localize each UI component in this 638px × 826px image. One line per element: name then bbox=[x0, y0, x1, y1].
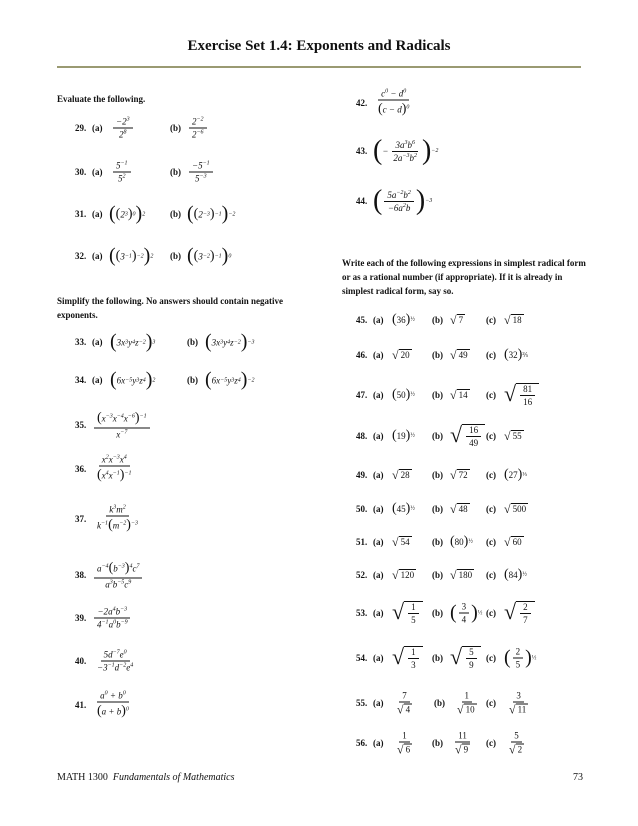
instruction-simplify: Simplify the following. No answers should contain negative exponents. bbox=[57, 296, 284, 320]
problem-33: 33. (a) ( 3 x 3 y 4 z −2 ) 3 (b) ( 3 x 3 y 4 z −2 ) −3 bbox=[75, 330, 255, 353]
footer-page-number: 73 bbox=[573, 772, 583, 783]
problem-32: 32. (a) ( ( 3 −1 ) −2 ) 2 (b) ( ( 3 −2 ) −1 ) 0 bbox=[75, 244, 232, 267]
problem-55: 55. (a) 7 √ 4 (b) 1 √ 10 (c) 3 √ 11 bbox=[356, 690, 527, 717]
problem-37: 37. $\frac{k^3m^2}{k^{-1}(m^{-2})^{-3}}$ bbox=[75, 504, 139, 533]
page-title: Exercise Set 1.4: Exponents and Radicals bbox=[187, 38, 451, 54]
problem-47: 47. (a) ( 50 ) ½ (b) √ 14 (c) √ $\frac{81}{16}$ bbox=[356, 380, 616, 410]
problem-35: 35. $\frac{(x^{-3}x^{-4}x^{-6})^{-1}}{x^{-7}}$ bbox=[75, 410, 335, 440]
problem-31: 31. (a) ( ( 2 3 ) 0 ) 2 (b) ( ( 2 −3 ) −1 ) −2 bbox=[75, 202, 236, 225]
problem-56: 56. (a) 1 √ 6 (b) 11 √ 9 (c) 5 √ 2 bbox=[356, 730, 523, 757]
problem-42: 42. $\frac{c^0 - d^0}{(c - d)^0}$ bbox=[356, 88, 410, 117]
problem-34: 34. (a) ( 6 x −5 y 3 z 4 ) 2 (b) ( 6 x −5 y 3 z 4 ) −2 bbox=[75, 368, 255, 391]
problem-52: 52. (a) √ 120 (b) √ 180 (c) ( 84 ) ½ bbox=[356, 567, 527, 582]
title-rule bbox=[57, 66, 581, 68]
instruction-radical: Write each of the following expressions in simplest radical form or as a rational number (if appropriate). If it is already in simplest radical form, say so. bbox=[342, 258, 586, 296]
problem-38: 38. $\frac{a^{-4}(b^{-3})^4c^7}{a^3b^{-5}c^9}$ bbox=[75, 560, 335, 590]
problem-30: 30. (a) $\frac{5^{-1}}{5^2}$ (b) $\frac{-5^{-1}}{5^{-3}}$ bbox=[75, 157, 335, 187]
problem-40: 40. $\frac{5d^{-7}e^0}{-3^{-1}d^{-2}e^4}$ bbox=[75, 649, 134, 673]
problem-50: 50. (a) ( 45 ) ½ (b) √ 48 (c) √ 500 bbox=[356, 501, 527, 516]
instruction-evaluate: Evaluate the following. bbox=[57, 94, 146, 104]
problem-39: 39. $\frac{-2a^4b^{-3}}{4^{-1}a^0b^{-9}}$ bbox=[75, 603, 335, 633]
problem-44: 44. ( $\frac{5a^{-2}b^2}{-6a^2b}$ ) −3 bbox=[356, 185, 433, 216]
problem-36: 36. $\frac{x^2x^{-3}x^4}{(x^4x^{-1})^{-1}}$ bbox=[75, 454, 132, 483]
problem-45: 45. (a) ( 36 ) ½ (b) √ 7 (c) √ 18 bbox=[356, 312, 522, 327]
problem-51: 51. (a) √ 54 (b) ( 80 ) ½ (c) √ 60 bbox=[356, 534, 522, 549]
problem-41: 41. $\frac{a^0 + b^0}{(a + b)^0}$ bbox=[75, 690, 129, 719]
problem-48: 48. (a) ( 19 ) ½ (b) √ $\frac{16}{49}$ (c) √ 55 bbox=[356, 422, 522, 448]
problem-53: 53. (a) √ $\frac{1}{5}$ (b) ( $\frac{3}{4}$ ) ½ (c) √ $\frac{2}{7}$ bbox=[356, 598, 616, 628]
problem-46: 46. (a) √ 20 (b) √ 49 (c) ( 32 ) ⅖ bbox=[356, 347, 529, 362]
problem-54: 54. (a) √ $\frac{1}{3}$ (b) √ $\frac{5}{9}$ (c) ( $\frac{2}{5}$ ) ½ bbox=[356, 644, 537, 670]
problem-43: 43. ( − $\frac{3a^3b^6}{2a^{-3}b^2}$ ) −2 bbox=[356, 135, 439, 166]
footer-course: MATH 1300 Fundamentals of Mathematics bbox=[57, 772, 235, 783]
problem-29: 29. (a) $\frac{-2^3}{2^8}$ (b) $\frac{2^{-2}}{2^{-6}}$ bbox=[75, 113, 335, 143]
problem-49: 49. (a) √ 28 (b) √ 72 (c) ( 27 ) ⅓ bbox=[356, 467, 527, 482]
